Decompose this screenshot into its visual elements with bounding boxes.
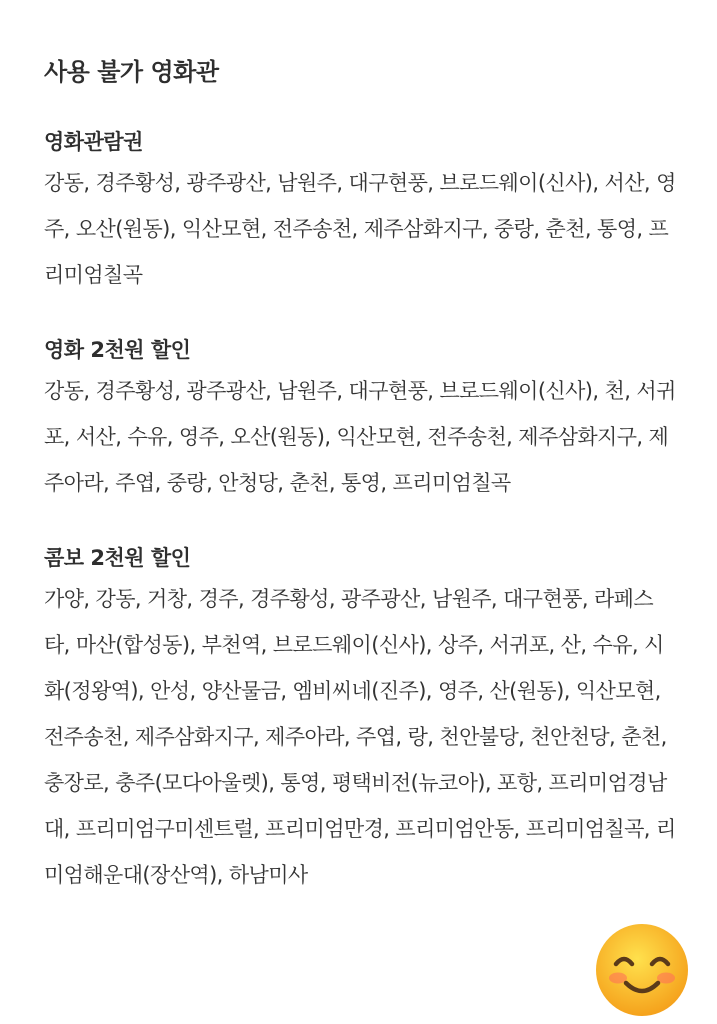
section-movie-ticket	[44, 126, 676, 298]
theater-list-combo-discount: 가양, 강동, 거창, 경주, 경주황성, 광주광산, 남원주, 대구현풍, 라페스타, 마산(합성동), 부천역, 브로드웨이(신사), 상주, 서귀포, 산, 수유, 시화(정왕역), 안성, 양산물금, 엠비씨네(진주), 영주, 산(원동), 익산모현, 전주송천, 제주삼화지구, 제주아라, 주엽, 랑, 천안불당, 천안천당, 춘천, 충장로, 충주(모다아울렛), 통영, 평택비전(뉴코아), 포항, 프리미엄경남대, 프리미엄구미센트럴, 프리미엄만경, 프리미엄안동, 프리미엄칠곡, 리미엄해운대(장산역), 하남미사	[44, 587, 676, 887]
page-title: 사용 불가 영화관	[44, 58, 219, 86]
theater-list-movie-ticket: 강동, 경주황성, 광주광산, 남원주, 대구현풍, 브로드웨이(신사), 서산, 영주, 오산(원동), 익산모현, 전주송천, 제주삼화지구, 중랑, 춘천, 통영, 프리미엄칠곡	[44, 171, 676, 287]
theater-list-movie-discount: 강동, 경주황성, 광주광산, 남원주, 대구현풍, 브로드웨이(신사), 천, 서귀포, 서산, 수유, 영주, 오산(원동), 익산모현, 전주송천, 제주삼화지구, 제주아라, 주엽, 중랑, 안청당, 춘천, 통영, 프리미엄칠곡	[44, 379, 676, 495]
section-title-combo-discount: 콤보 2천원 할인	[44, 546, 191, 570]
smiling-face-emoji-icon	[593, 921, 691, 1019]
unavailable-theaters-panel	[44, 52, 676, 934]
section-combo-discount	[44, 542, 676, 898]
emoji-floating-button[interactable]	[588, 916, 696, 1024]
section-title-movie-discount: 영화 2천원 할인	[44, 338, 191, 362]
section-title-movie-ticket: 영화관람권	[44, 130, 143, 154]
section-movie-discount	[44, 334, 676, 506]
